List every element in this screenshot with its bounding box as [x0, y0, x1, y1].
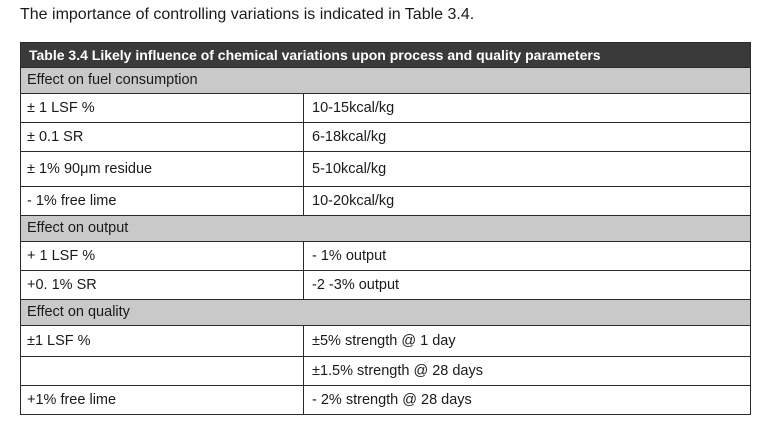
table-row	[21, 186, 750, 215]
table-row	[21, 93, 750, 122]
intro-text: The importance of controlling variations is indicated in Table 3.4.	[20, 6, 475, 23]
section-heading-quality: Effect on quality	[21, 299, 750, 325]
section-heading-output: Effect on output	[21, 215, 750, 241]
effect-cell: 5-10kcal/kg	[312, 161, 387, 177]
variation-cell: - 1% free lime	[21, 187, 304, 215]
effect-cell: ±1.5% strength @ 28 days	[312, 363, 483, 379]
variation-cell: ±1 LSF %	[21, 326, 304, 356]
table-row	[21, 151, 750, 186]
effect-cell: - 2% strength @ 28 days	[312, 392, 472, 408]
section-heading-fuel: Effect on fuel consumption	[21, 67, 750, 93]
table-row	[21, 270, 750, 299]
variation-cell: +0. 1% SR	[21, 271, 304, 299]
variation-cell	[21, 357, 304, 385]
effect-cell: - 1% output	[312, 248, 387, 264]
variation-cell: ± 1% 90μm residue	[21, 152, 304, 186]
variation-cell: + 1 LSF %	[21, 242, 304, 270]
table-row	[21, 241, 750, 270]
variation-cell: +1% free lime	[21, 386, 304, 414]
table-row	[21, 122, 750, 151]
table-title: Table 3.4 Likely influence of chemical variations upon process and quality parameters	[21, 43, 750, 67]
table-3-4	[20, 42, 751, 415]
table-row	[21, 356, 750, 385]
table-row	[21, 325, 750, 356]
effect-cell: ±5% strength @ 1 day	[312, 333, 456, 349]
table-row	[21, 385, 750, 414]
effect-cell: 6-18kcal/kg	[312, 129, 387, 145]
variation-cell: ± 1 LSF %	[21, 94, 304, 122]
effect-cell: 10-20kcal/kg	[312, 193, 395, 209]
effect-cell: 10-15kcal/kg	[312, 100, 395, 116]
variation-cell: ± 0.1 SR	[21, 123, 304, 151]
effect-cell: -2 -3% output	[312, 277, 400, 293]
